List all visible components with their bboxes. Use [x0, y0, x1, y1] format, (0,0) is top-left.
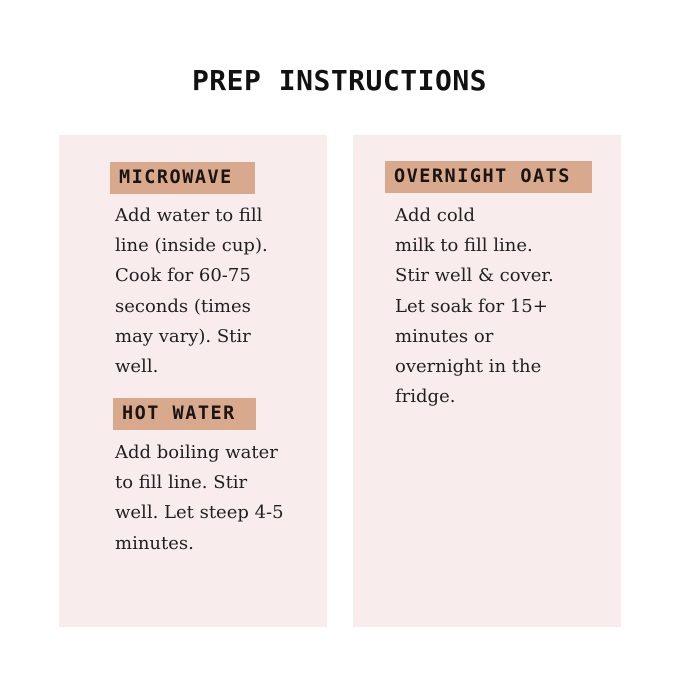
page-title: PREP INSTRUCTIONS [191, 64, 488, 97]
microwave-label: MICROWAVE [110, 162, 255, 194]
hot-water-label: HOT WATER [113, 398, 256, 430]
hot-water-instructions: Add boiling water to fill line. Stir well. Let steep 4-5 minutes. [115, 442, 284, 554]
microwave-instructions: Add water to fill line (inside cup). Cook for 60-75 seconds (times may vary). Stir well. [115, 205, 268, 378]
overnight-oats-label: OVERNIGHT OATS [385, 161, 592, 193]
overnight-oats-instructions: Add cold milk to fill line. Stir well & cover. Let soak for 15+ minutes or overnight in the fridge. [395, 205, 554, 408]
